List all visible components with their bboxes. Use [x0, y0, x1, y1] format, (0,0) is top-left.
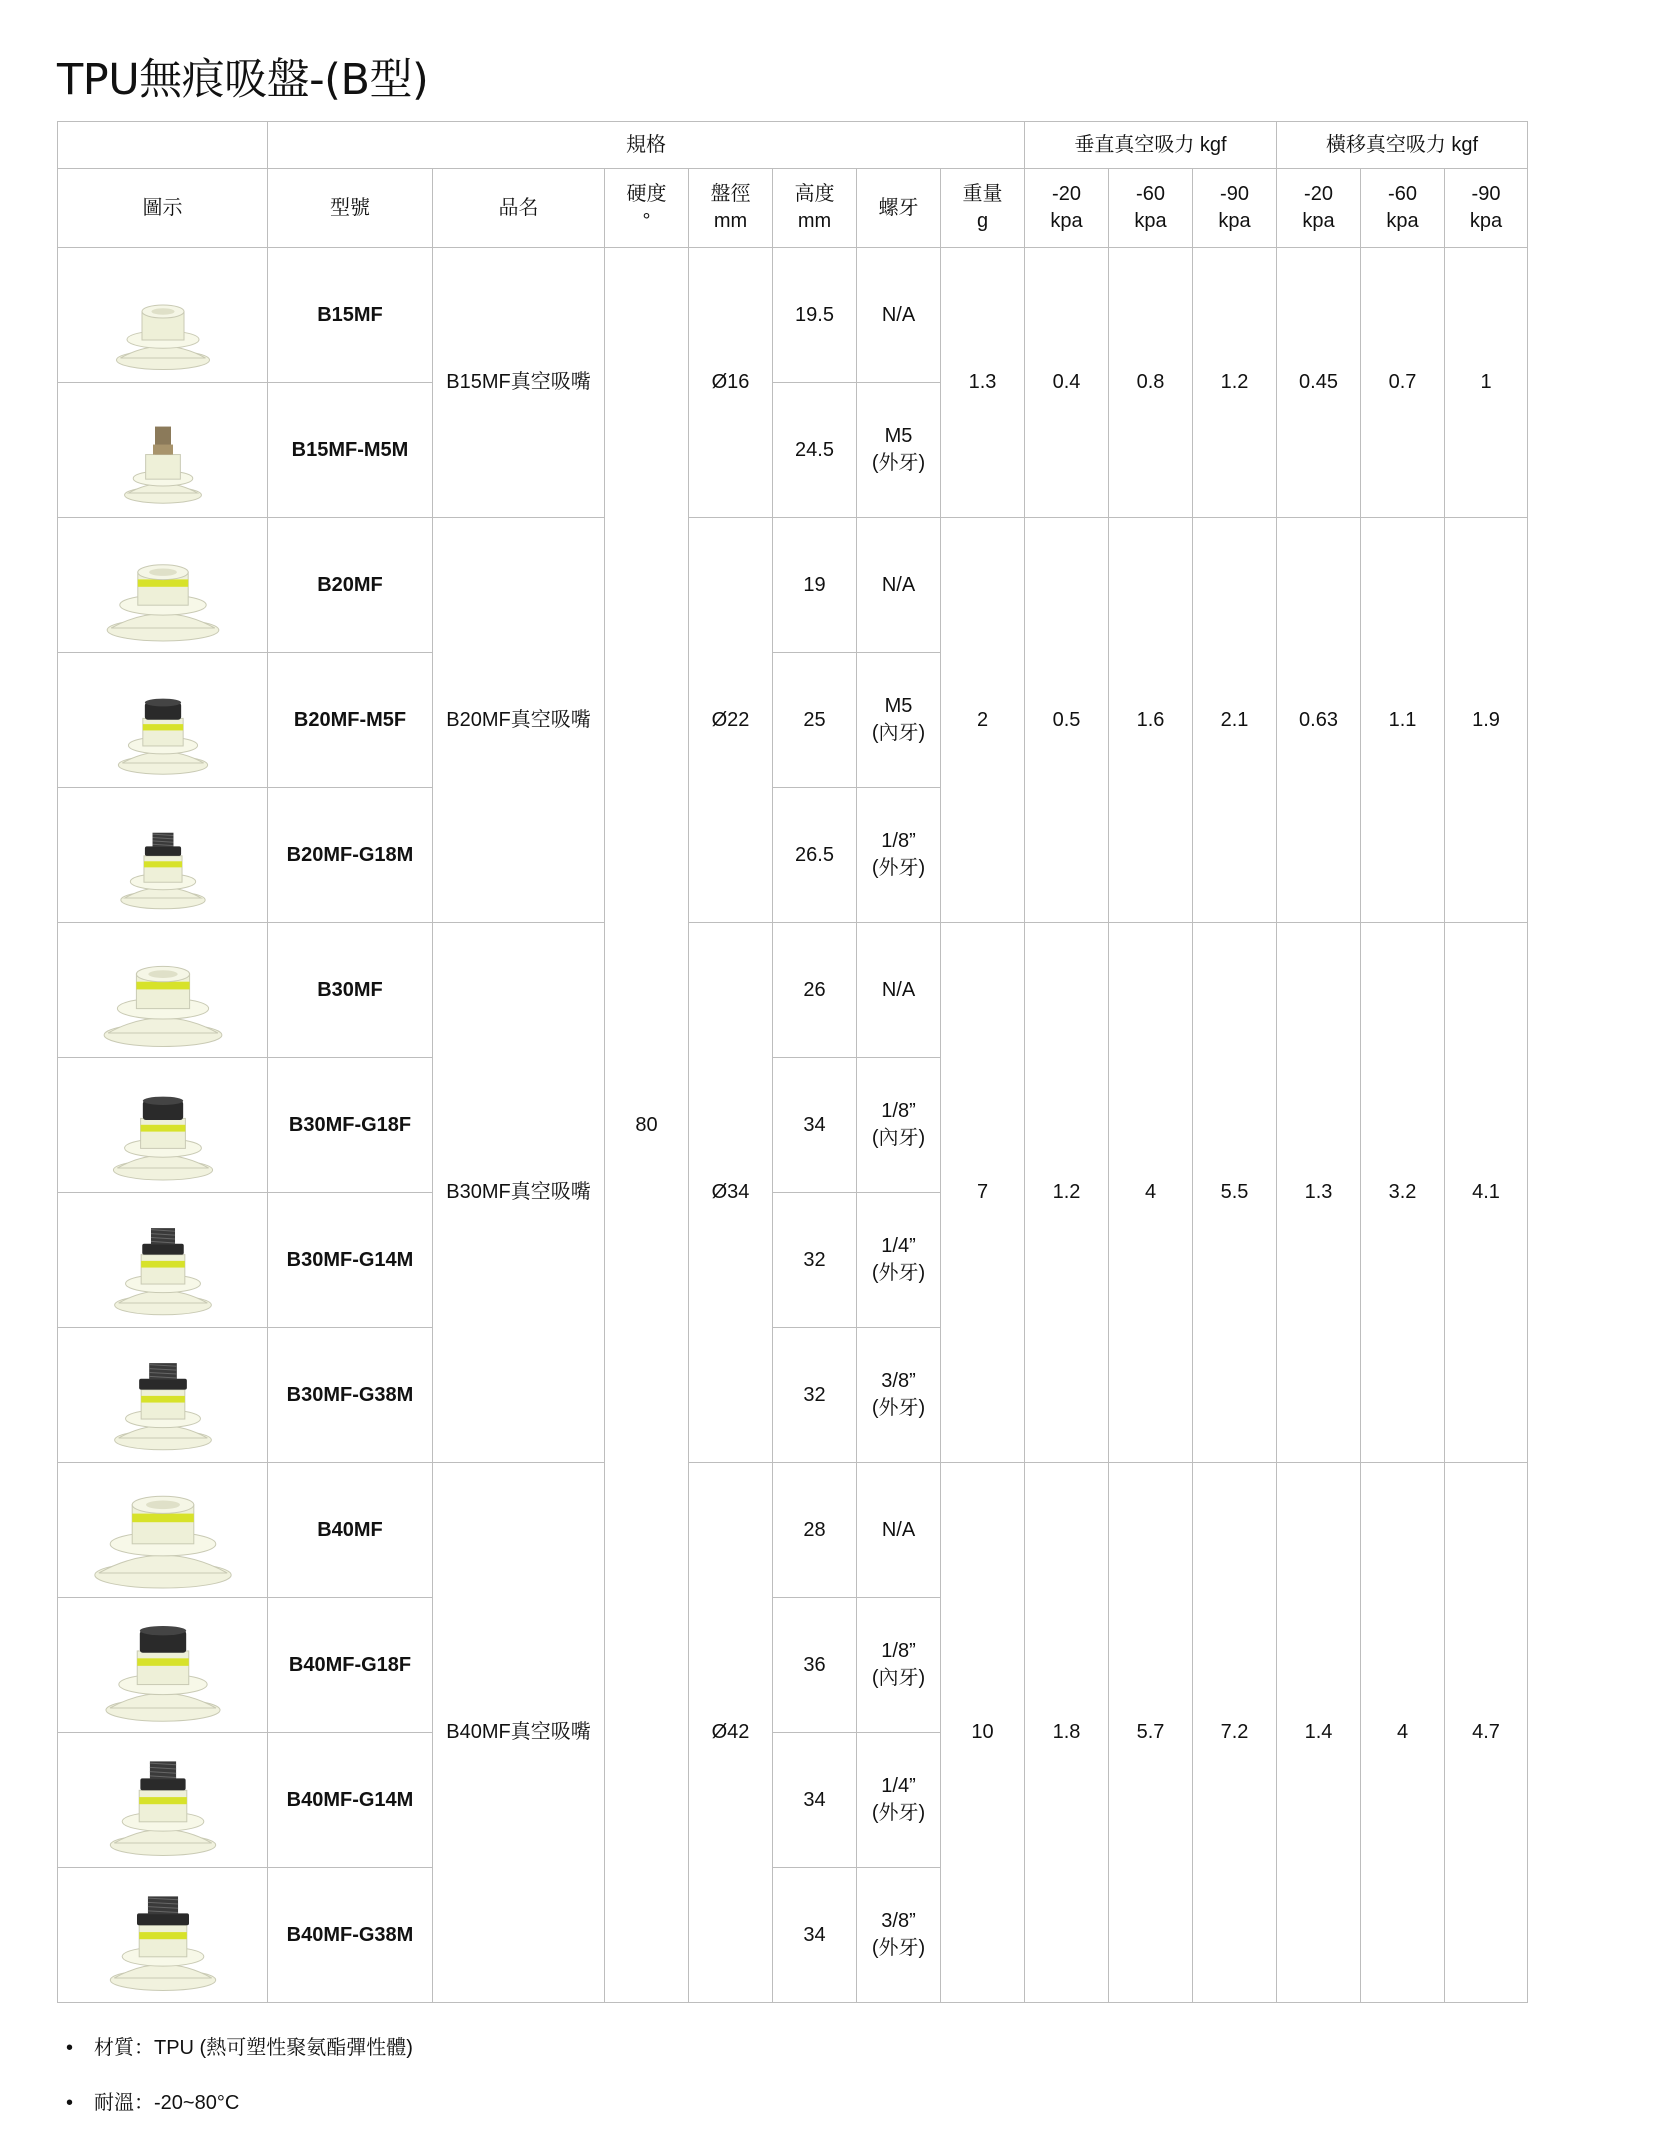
lateral-60-cell: 1.1: [1361, 518, 1445, 923]
diameter-cell: Ø22: [689, 518, 773, 923]
header-column-row: [58, 169, 1528, 248]
height-cell: 34: [773, 1058, 857, 1193]
height-cell: 24.5: [773, 383, 857, 518]
thread-cell: 1/4” (外牙): [857, 1733, 941, 1868]
product-image-cell: [58, 1193, 268, 1328]
product-image-cell: [58, 1598, 268, 1733]
header-model: 型號: [268, 169, 433, 248]
note-text: 耐溫：-20~80°C: [94, 2092, 240, 2114]
product-name-cell: B30MF真空吸嘴: [433, 923, 605, 1463]
product-image-cell: [58, 1868, 268, 2003]
thread-cell: N/A: [857, 518, 941, 653]
vertical-60-cell: 4: [1109, 923, 1193, 1463]
lateral-20-cell: 1.3: [1277, 923, 1361, 1463]
suction-cup-image: [63, 520, 263, 650]
model-cell: B15MF-M5M: [268, 383, 433, 518]
vertical-20-cell: 1.8: [1025, 1463, 1109, 2003]
product-name-cell: B20MF真空吸嘴: [433, 518, 605, 923]
product-image-cell: [58, 788, 268, 923]
vertical-90-cell: 1.2: [1193, 248, 1277, 518]
product-image-cell: [58, 1463, 268, 1598]
model-cell: B40MF: [268, 1463, 433, 1598]
height-cell: 28: [773, 1463, 857, 1598]
product-image-cell: [58, 1058, 268, 1193]
note-material: [66, 2032, 413, 2064]
table-row: [58, 1463, 1528, 1598]
thread-cell: 1/4” (外牙): [857, 1193, 941, 1328]
product-image-cell: [58, 383, 268, 518]
product-image-cell: [58, 923, 268, 1058]
diameter-cell: Ø16: [689, 248, 773, 518]
height-cell: 34: [773, 1733, 857, 1868]
vertical-20-cell: 0.4: [1025, 248, 1109, 518]
thread-cell: N/A: [857, 1463, 941, 1598]
header-lateral-group: 橫移真空吸力 kgf: [1277, 122, 1528, 169]
product-name-cell: B15MF真空吸嘴: [433, 248, 605, 518]
height-cell: 36: [773, 1598, 857, 1733]
thread-cell: M5 (外牙): [857, 383, 941, 518]
product-image-cell: [58, 653, 268, 788]
vertical-60-cell: 1.6: [1109, 518, 1193, 923]
weight-cell: 10: [941, 1463, 1025, 2003]
note-text: 材質：TPU (熱可塑性聚氨酯彈性體): [94, 2037, 413, 2059]
model-cell: B40MF-G38M: [268, 1868, 433, 2003]
header-hardness: 硬度 °: [605, 169, 689, 248]
suction-cup-image: [63, 1735, 263, 1865]
suction-cup-image: [63, 925, 263, 1055]
model-cell: B30MF-G14M: [268, 1193, 433, 1328]
height-cell: 26.5: [773, 788, 857, 923]
suction-cup-image: [63, 1870, 263, 2000]
vertical-90-cell: 7.2: [1193, 1463, 1277, 2003]
header-vertical-60: -60 kpa: [1109, 169, 1193, 248]
product-name-cell: B40MF真空吸嘴: [433, 1463, 605, 2003]
suction-cup-image: [63, 1330, 263, 1460]
vertical-60-cell: 5.7: [1109, 1463, 1193, 2003]
suction-cup-image: [63, 1600, 263, 1730]
suction-cup-image: [63, 1465, 263, 1595]
weight-cell: 7: [941, 923, 1025, 1463]
height-cell: 34: [773, 1868, 857, 2003]
header-height: 高度 mm: [773, 169, 857, 248]
weight-cell: 1.3: [941, 248, 1025, 518]
lateral-90-cell: 4.7: [1445, 1463, 1528, 2003]
lateral-60-cell: 0.7: [1361, 248, 1445, 518]
height-cell: 25: [773, 653, 857, 788]
header-weight: 重量 g: [941, 169, 1025, 248]
thread-cell: M5 (內牙): [857, 653, 941, 788]
product-image-cell: [58, 518, 268, 653]
lateral-90-cell: 1.9: [1445, 518, 1528, 923]
header-image: 圖示: [58, 169, 268, 248]
product-image-cell: [58, 248, 268, 383]
suction-cup-image: [63, 385, 263, 515]
thread-cell: 1/8” (內牙): [857, 1058, 941, 1193]
table-row: [58, 248, 1528, 383]
model-cell: B40MF-G14M: [268, 1733, 433, 1868]
height-cell: 32: [773, 1328, 857, 1463]
model-cell: B40MF-G18F: [268, 1598, 433, 1733]
thread-cell: N/A: [857, 923, 941, 1058]
lateral-60-cell: 4: [1361, 1463, 1445, 2003]
model-cell: B30MF: [268, 923, 433, 1058]
vertical-20-cell: 0.5: [1025, 518, 1109, 923]
thread-cell: N/A: [857, 248, 941, 383]
lateral-20-cell: 1.4: [1277, 1463, 1361, 2003]
diameter-cell: Ø34: [689, 923, 773, 1463]
notes-list: [66, 2032, 413, 2142]
header-thread: 螺牙: [857, 169, 941, 248]
suction-cup-image: [63, 1060, 263, 1190]
header-lateral-60: -60 kpa: [1361, 169, 1445, 248]
suction-cup-image: [63, 1195, 263, 1325]
diameter-cell: Ø42: [689, 1463, 773, 2003]
vertical-60-cell: 0.8: [1109, 248, 1193, 518]
suction-cup-image: [63, 790, 263, 920]
header-vertical-20: -20 kpa: [1025, 169, 1109, 248]
vertical-90-cell: 5.5: [1193, 923, 1277, 1463]
thread-cell: 3/8” (外牙): [857, 1328, 941, 1463]
suction-cup-image: [63, 655, 263, 785]
thread-cell: 1/8” (外牙): [857, 788, 941, 923]
header-spec-group: 規格: [268, 122, 1025, 169]
vertical-90-cell: 2.1: [1193, 518, 1277, 923]
table-row: [58, 923, 1528, 1058]
height-cell: 32: [773, 1193, 857, 1328]
header-vertical-group: 垂直真空吸力 kgf: [1025, 122, 1277, 169]
table-row: [58, 518, 1528, 653]
hardness-cell: 80: [605, 248, 689, 2003]
lateral-20-cell: 0.63: [1277, 518, 1361, 923]
model-cell: B20MF-M5F: [268, 653, 433, 788]
height-cell: 26: [773, 923, 857, 1058]
header-name: 品名: [433, 169, 605, 248]
header-blank-cell: [58, 122, 268, 169]
header-lateral-20: -20 kpa: [1277, 169, 1361, 248]
bullet: •: [66, 2092, 74, 2114]
product-image-cell: [58, 1733, 268, 1868]
spec-table: [57, 121, 1528, 2003]
model-cell: B15MF: [268, 248, 433, 383]
header-lateral-90: -90 kpa: [1445, 169, 1528, 248]
model-cell: B30MF-G38M: [268, 1328, 433, 1463]
header-group-row: [58, 122, 1528, 169]
weight-cell: 2: [941, 518, 1025, 923]
height-cell: 19: [773, 518, 857, 653]
suction-cup-image: [63, 250, 263, 380]
page-title: TPU無痕吸盤-(B型): [57, 55, 429, 105]
height-cell: 19.5: [773, 248, 857, 383]
lateral-90-cell: 1: [1445, 248, 1528, 518]
thread-cell: 1/8” (內牙): [857, 1598, 941, 1733]
vertical-20-cell: 1.2: [1025, 923, 1109, 1463]
product-image-cell: [58, 1328, 268, 1463]
thread-cell: 3/8” (外牙): [857, 1868, 941, 2003]
header-vertical-90: -90 kpa: [1193, 169, 1277, 248]
bullet: •: [66, 2037, 74, 2059]
header-diameter: 盤徑 mm: [689, 169, 773, 248]
note-temperature: [66, 2087, 413, 2119]
model-cell: B20MF-G18M: [268, 788, 433, 923]
model-cell: B20MF: [268, 518, 433, 653]
lateral-20-cell: 0.45: [1277, 248, 1361, 518]
model-cell: B30MF-G18F: [268, 1058, 433, 1193]
lateral-90-cell: 4.1: [1445, 923, 1528, 1463]
lateral-60-cell: 3.2: [1361, 923, 1445, 1463]
